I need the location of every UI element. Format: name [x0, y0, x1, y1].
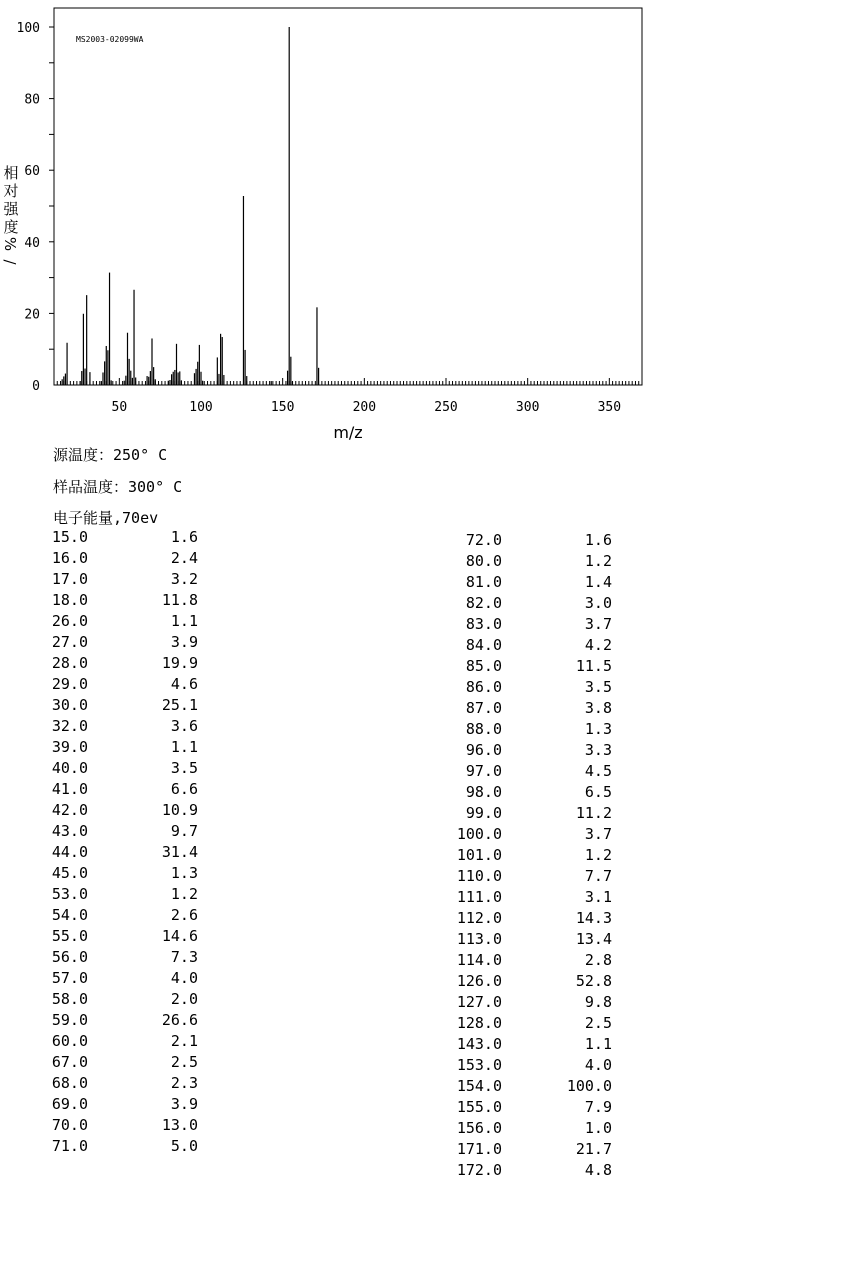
peak-mz: 41.0: [51, 780, 88, 798]
peak-abundance: 14.6: [161, 927, 198, 945]
peak-mz: 97.0: [465, 762, 502, 780]
peak-abundance: 11.2: [575, 804, 612, 822]
peak-row: [400, 992, 630, 1013]
peak-abundance: 3.5: [170, 759, 198, 777]
peak-row: [0, 1073, 220, 1094]
peak-abundance: 3.9: [170, 1095, 198, 1113]
peak-row: [0, 926, 220, 947]
peak-row: [0, 1136, 220, 1157]
peak-abundance: 3.9: [170, 633, 198, 651]
y-axis-label-char: 度: [3, 218, 19, 236]
y-tick-label: 20: [24, 307, 40, 323]
peak-mz: 171.0: [456, 1140, 502, 1158]
peak-mz: 101.0: [456, 846, 502, 864]
peak-row: [0, 968, 220, 989]
x-tick-label: 300: [515, 400, 540, 415]
peak-row: [400, 908, 630, 929]
peak-abundance: 10.9: [161, 801, 198, 819]
peak-mz: 156.0: [456, 1119, 502, 1137]
peak-row: [400, 1118, 630, 1139]
x-axis-label: m/z: [333, 423, 363, 442]
peak-abundance: 2.0: [170, 990, 198, 1008]
y-axis-label-char: /: [1, 259, 19, 265]
peak-abundance: 3.8: [584, 699, 612, 717]
peak-row: [0, 611, 220, 632]
peak-abundance: 4.6: [170, 675, 198, 693]
peak-mz: 32.0: [51, 717, 88, 735]
peak-mz: 40.0: [51, 759, 88, 777]
peak-row: [0, 1094, 220, 1115]
peak-mz: 69.0: [51, 1095, 88, 1113]
peak-mz: 55.0: [51, 927, 88, 945]
source-temperature: 源温度：250° C: [53, 446, 168, 464]
peak-row: [400, 887, 630, 908]
peak-mz: 27.0: [51, 633, 88, 651]
peak-row: [0, 737, 220, 758]
peak-mz: 143.0: [456, 1035, 502, 1053]
peak-abundance: 6.5: [584, 783, 612, 801]
peak-mz: 81.0: [465, 573, 502, 591]
peak-abundance: 21.7: [575, 1140, 612, 1158]
peak-abundance: 2.3: [170, 1074, 198, 1092]
peak-row: [0, 548, 220, 569]
peak-abundance: 1.2: [584, 552, 612, 570]
peak-mz: 172.0: [456, 1161, 502, 1179]
peak-mz: 127.0: [456, 993, 502, 1011]
peak-row: [0, 905, 220, 926]
peak-mz: 87.0: [465, 699, 502, 717]
peak-mz: 56.0: [51, 948, 88, 966]
peak-row: [400, 761, 630, 782]
peak-row: [0, 884, 220, 905]
peak-row: [0, 947, 220, 968]
peak-row: [0, 674, 220, 695]
peak-abundance: 1.0: [584, 1119, 612, 1137]
peak-abundance: 4.0: [584, 1056, 612, 1074]
peak-row: [0, 758, 220, 779]
peak-mz: 54.0: [51, 906, 88, 924]
peak-row: [0, 821, 220, 842]
electron-energy: 电子能量,70ev: [53, 509, 159, 527]
peak-abundance: 4.8: [584, 1161, 612, 1179]
peak-row: [0, 1010, 220, 1031]
peak-mz: 18.0: [51, 591, 88, 609]
peak-mz: 84.0: [465, 636, 502, 654]
peak-row: [400, 1055, 630, 1076]
peak-row: [400, 845, 630, 866]
peak-row: [400, 677, 630, 698]
peak-mz: 29.0: [51, 675, 88, 693]
peak-mz: 39.0: [51, 738, 88, 756]
peak-row: [400, 656, 630, 677]
peak-abundance: 3.7: [584, 825, 612, 843]
peak-abundance: 7.7: [584, 867, 612, 885]
peak-mz: 153.0: [456, 1056, 502, 1074]
peak-abundance: 1.3: [170, 864, 198, 882]
peak-row: [400, 1097, 630, 1118]
y-tick-label: 0: [32, 379, 40, 394]
peak-mz: 42.0: [51, 801, 88, 819]
y-tick-label: 60: [24, 164, 40, 180]
y-tick-label: 80: [24, 92, 40, 108]
y-tick-labels: [17, 21, 40, 394]
x-tick-label: 200: [352, 400, 377, 415]
peak-mz: 60.0: [51, 1032, 88, 1050]
peak-row: [400, 1160, 630, 1181]
x-tick-label: 250: [434, 400, 458, 415]
peak-mz: 155.0: [456, 1098, 502, 1116]
peak-abundance: 3.1: [584, 888, 612, 906]
peak-abundance: 2.4: [170, 549, 198, 567]
peak-abundance: 4.2: [584, 636, 612, 654]
peak-mz: 45.0: [51, 864, 88, 882]
peak-abundance: 14.3: [575, 909, 612, 927]
peak-mz: 72.0: [465, 531, 502, 549]
peak-abundance: 3.6: [170, 717, 198, 735]
peak-row: [400, 1139, 630, 1160]
peak-abundance: 1.2: [584, 846, 612, 864]
peak-mz: 83.0: [465, 615, 502, 633]
peak-row: [400, 698, 630, 719]
x-tick-label: 150: [270, 400, 295, 415]
peak-abundance: 1.6: [170, 528, 198, 546]
peak-row: [0, 989, 220, 1010]
peak-abundance: 5.0: [170, 1137, 198, 1155]
peak-abundance: 26.6: [161, 1011, 198, 1029]
x-minor-ticks: [57, 378, 642, 385]
peak-abundance: 25.1: [161, 696, 198, 714]
peak-mz: 126.0: [456, 972, 502, 990]
peak-row: [400, 929, 630, 950]
peak-row: [400, 719, 630, 740]
peak-row: [400, 614, 630, 635]
peak-mz: 111.0: [456, 888, 502, 906]
peak-abundance: 3.2: [170, 570, 198, 588]
peak-abundance: 1.1: [170, 612, 198, 630]
peak-mz: 154.0: [456, 1077, 502, 1095]
peak-mz: 96.0: [465, 741, 502, 759]
peak-mz: 26.0: [51, 612, 88, 630]
peak-row: [0, 590, 220, 611]
peak-abundance: 3.5: [584, 678, 612, 696]
peak-row: [0, 842, 220, 863]
peak-row: [0, 569, 220, 590]
y-axis-label-char: 对: [3, 182, 19, 200]
peak-abundance: 13.0: [161, 1116, 198, 1134]
peak-mz: 59.0: [51, 1011, 88, 1029]
peak-abundance: 9.8: [584, 993, 612, 1011]
peak-row: [0, 1052, 220, 1073]
peak-row: [0, 1031, 220, 1052]
peak-abundance: 11.5: [575, 657, 612, 675]
peak-mz: 114.0: [456, 951, 502, 969]
peak-mz: 71.0: [51, 1137, 88, 1155]
y-axis-label-char: 相: [3, 164, 19, 182]
peak-row: [0, 632, 220, 653]
x-tick-label: 50: [111, 400, 128, 415]
peak-row: [0, 800, 220, 821]
peak-row: [400, 971, 630, 992]
chart-annotation: MS2003-02099WA: [76, 35, 144, 44]
mass-spectrum-chart: [0, 0, 660, 445]
peak-row: [400, 740, 630, 761]
peak-abundance: 6.6: [170, 780, 198, 798]
peak-abundance: 2.6: [170, 906, 198, 924]
x-tick-labels: [112, 400, 622, 415]
peak-mz: 128.0: [456, 1014, 502, 1032]
y-axis-label: [1, 164, 19, 265]
peak-row: [400, 530, 630, 551]
peak-row: [400, 950, 630, 971]
peak-abundance: 1.2: [170, 885, 198, 903]
peak-row: [400, 593, 630, 614]
peak-row: [400, 1076, 630, 1097]
peak-mz: 99.0: [465, 804, 502, 822]
peak-row: [0, 695, 220, 716]
peak-row: [400, 803, 630, 824]
peak-abundance: 3.7: [584, 615, 612, 633]
peak-row: [400, 1034, 630, 1055]
peak-row: [400, 572, 630, 593]
peak-mz: 86.0: [465, 678, 502, 696]
peak-abundance: 1.6: [584, 531, 612, 549]
peak-table-left: [0, 527, 220, 1157]
peak-abundance: 3.0: [584, 594, 612, 612]
peak-mz: 110.0: [456, 867, 502, 885]
peak-mz: 28.0: [51, 654, 88, 672]
peak-abundance: 7.9: [584, 1098, 612, 1116]
peak-mz: 58.0: [51, 990, 88, 1008]
peak-row: [0, 863, 220, 884]
peak-mz: 100.0: [456, 825, 502, 843]
peak-abundance: 2.8: [584, 951, 612, 969]
peak-row: [400, 635, 630, 656]
x-tick-label: 100: [189, 400, 213, 415]
peak-mz: 67.0: [51, 1053, 88, 1071]
y-axis-label-char: 强: [3, 200, 19, 218]
peak-mz: 43.0: [51, 822, 88, 840]
peak-abundance: 1.1: [170, 738, 198, 756]
peak-mz: 113.0: [456, 930, 502, 948]
peak-mz: 57.0: [51, 969, 88, 987]
peak-mz: 44.0: [51, 843, 88, 861]
peak-row: [0, 716, 220, 737]
plot-frame: [54, 8, 642, 385]
peak-abundance: 7.3: [170, 948, 198, 966]
peak-mz: 112.0: [456, 909, 502, 927]
peak-abundance: 1.1: [584, 1035, 612, 1053]
peak-abundance: 19.9: [161, 654, 198, 672]
peak-abundance: 100.0: [566, 1077, 612, 1095]
peak-mz: 85.0: [465, 657, 502, 675]
peak-row: [400, 866, 630, 887]
x-tick-label: 350: [597, 400, 622, 415]
peak-mz: 80.0: [465, 552, 502, 570]
peak-row: [400, 1013, 630, 1034]
peak-row: [400, 782, 630, 803]
y-axis-label-char: %: [1, 236, 19, 252]
peak-mz: 16.0: [51, 549, 88, 567]
peak-mz: 53.0: [51, 885, 88, 903]
spectrum-peaks: [62, 27, 318, 385]
peak-abundance: 2.5: [584, 1014, 612, 1032]
peak-abundance: 1.4: [584, 573, 612, 591]
peak-mz: 30.0: [51, 696, 88, 714]
y-tick-label: 100: [16, 21, 40, 36]
peak-abundance: 13.4: [575, 930, 612, 948]
peak-mz: 98.0: [465, 783, 502, 801]
peak-mz: 17.0: [51, 570, 88, 588]
peak-row: [0, 1115, 220, 1136]
peak-row: [0, 653, 220, 674]
peak-abundance: 9.7: [170, 822, 198, 840]
peak-row: [400, 551, 630, 572]
peak-abundance: 31.4: [161, 843, 198, 861]
peak-abundance: 4.0: [170, 969, 198, 987]
peak-table-right: [400, 530, 630, 1181]
peak-abundance: 4.5: [584, 762, 612, 780]
peak-abundance: 1.3: [584, 720, 612, 738]
peak-abundance: 52.8: [575, 972, 612, 990]
peak-abundance: 2.1: [170, 1032, 198, 1050]
peak-abundance: 2.5: [170, 1053, 198, 1071]
peak-row: [0, 527, 220, 548]
y-tick-label: 40: [24, 235, 40, 251]
sample-temperature: 样品温度：300° C: [53, 478, 183, 496]
peak-abundance: 3.3: [584, 741, 612, 759]
peak-mz: 82.0: [465, 594, 502, 612]
peak-row: [0, 779, 220, 800]
peak-mz: 68.0: [51, 1074, 88, 1092]
peak-abundance: 11.8: [161, 591, 198, 609]
peak-mz: 70.0: [51, 1116, 88, 1134]
peak-mz: 15.0: [51, 528, 88, 546]
peak-mz: 88.0: [465, 720, 502, 738]
peak-row: [400, 824, 630, 845]
y-minor-ticks: [49, 27, 54, 349]
